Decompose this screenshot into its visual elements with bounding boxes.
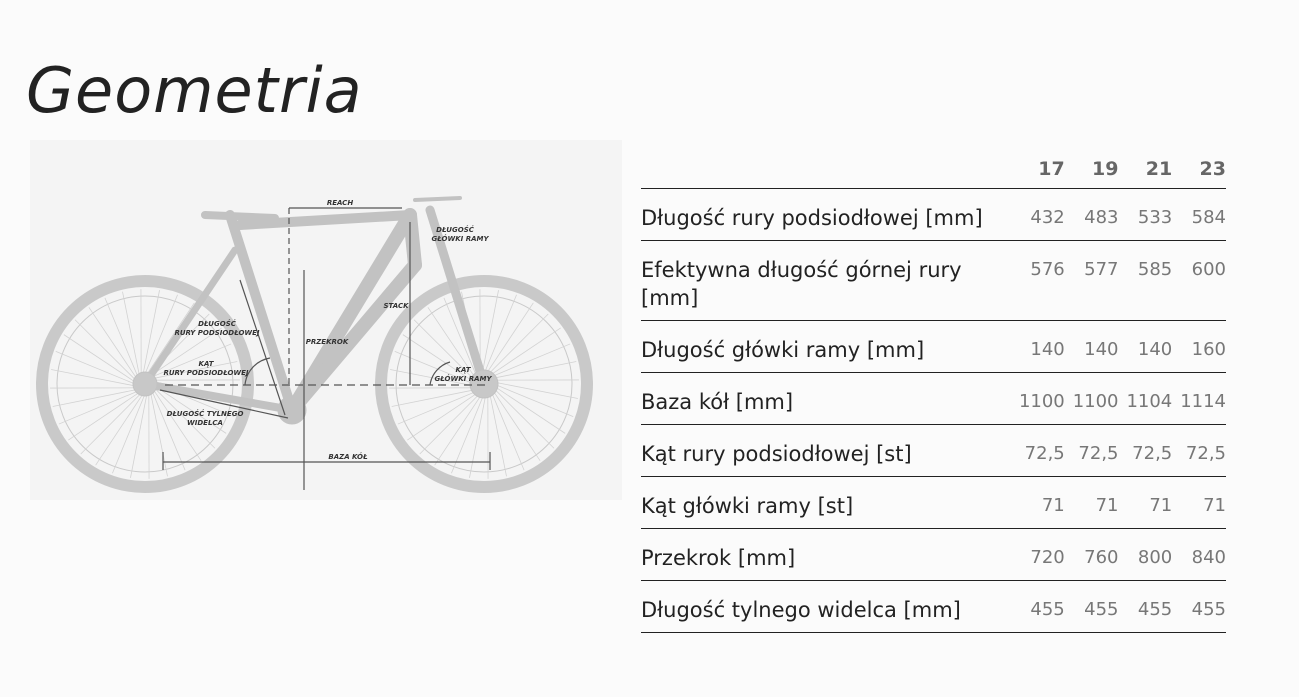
label-seat-tube-length-2: RURY PODSIODŁOWEJ	[174, 329, 260, 337]
row-value: 1114	[1172, 373, 1226, 425]
row-name: Efektywna długość górnej rury [mm]	[641, 241, 1011, 321]
row-value: 576	[1011, 241, 1065, 321]
row-value: 455	[1172, 581, 1226, 633]
row-value: 71	[1172, 477, 1226, 529]
row-name: Przekrok [mm]	[641, 529, 1011, 581]
row-value: 577	[1065, 241, 1119, 321]
size-header: 17	[1011, 150, 1065, 189]
label-stack: STACK	[383, 302, 409, 310]
page-title: Geometria	[26, 53, 363, 127]
row-name: Kąt rury podsiodłowej [st]	[641, 425, 1011, 477]
label-seat-angle-2: RURY PODSIODŁOWEJ	[163, 369, 249, 377]
table-row	[641, 477, 1226, 529]
label-chainstay-2: WIDELCA	[187, 419, 223, 427]
row-name: Długość tylnego widelca [mm]	[641, 581, 1011, 633]
row-value: 72,5	[1065, 425, 1119, 477]
label-head-angle-1: KĄT	[455, 366, 471, 374]
header-spacer	[641, 150, 1011, 189]
row-value: 533	[1119, 189, 1173, 241]
table-row	[641, 529, 1226, 581]
label-chainstay-1: DŁUGOŚĆ TYLNEGO	[166, 410, 244, 418]
row-value: 800	[1119, 529, 1173, 581]
row-value: 600	[1172, 241, 1226, 321]
table-row	[641, 425, 1226, 477]
label-seat-angle-1: KĄT	[198, 360, 214, 368]
bike-geometry-diagram	[30, 140, 622, 500]
row-name: Baza kół [mm]	[641, 373, 1011, 425]
row-value: 584	[1172, 189, 1226, 241]
row-value: 160	[1172, 321, 1226, 373]
label-seat-tube-length-1: DŁUGOŚĆ	[198, 320, 236, 328]
table-row	[641, 581, 1226, 633]
row-value: 483	[1065, 189, 1119, 241]
label-reach: REACH	[326, 199, 354, 207]
row-value: 71	[1065, 477, 1119, 529]
geometry-table	[641, 150, 1226, 633]
row-value: 71	[1011, 477, 1065, 529]
table-row	[641, 241, 1226, 321]
table-row	[641, 189, 1226, 241]
bike-illustration	[30, 140, 622, 500]
label-head-tube-length-1: DŁUGOŚĆ	[436, 226, 474, 234]
row-value: 1100	[1065, 373, 1119, 425]
row-value: 432	[1011, 189, 1065, 241]
label-wheelbase: BAZA KÓŁ	[328, 453, 368, 461]
row-value: 140	[1011, 321, 1065, 373]
row-value: 585	[1119, 241, 1173, 321]
row-name: Długość rury podsiodłowej [mm]	[641, 189, 1011, 241]
row-value: 72,5	[1011, 425, 1065, 477]
label-head-angle-2: GŁÓWKI RAMY	[434, 375, 492, 383]
table-row	[641, 321, 1226, 373]
size-header: 23	[1172, 150, 1226, 189]
size-header: 21	[1119, 150, 1173, 189]
row-value: 840	[1172, 529, 1226, 581]
row-value: 71	[1119, 477, 1173, 529]
row-value: 72,5	[1119, 425, 1173, 477]
row-value: 1104	[1119, 373, 1173, 425]
row-value: 72,5	[1172, 425, 1226, 477]
table-row	[641, 373, 1226, 425]
label-standover: PRZEKROK	[305, 338, 349, 346]
row-value: 760	[1065, 529, 1119, 581]
row-value: 455	[1119, 581, 1173, 633]
size-header-row	[641, 150, 1226, 189]
row-name: Kąt główki ramy [st]	[641, 477, 1011, 529]
label-head-tube-length-2: GŁÓWKI RAMY	[431, 235, 489, 243]
size-header: 19	[1065, 150, 1119, 189]
row-value: 1100	[1011, 373, 1065, 425]
row-value: 140	[1065, 321, 1119, 373]
row-value: 455	[1065, 581, 1119, 633]
row-name: Długość główki ramy [mm]	[641, 321, 1011, 373]
row-value: 140	[1119, 321, 1173, 373]
row-value: 455	[1011, 581, 1065, 633]
row-value: 720	[1011, 529, 1065, 581]
